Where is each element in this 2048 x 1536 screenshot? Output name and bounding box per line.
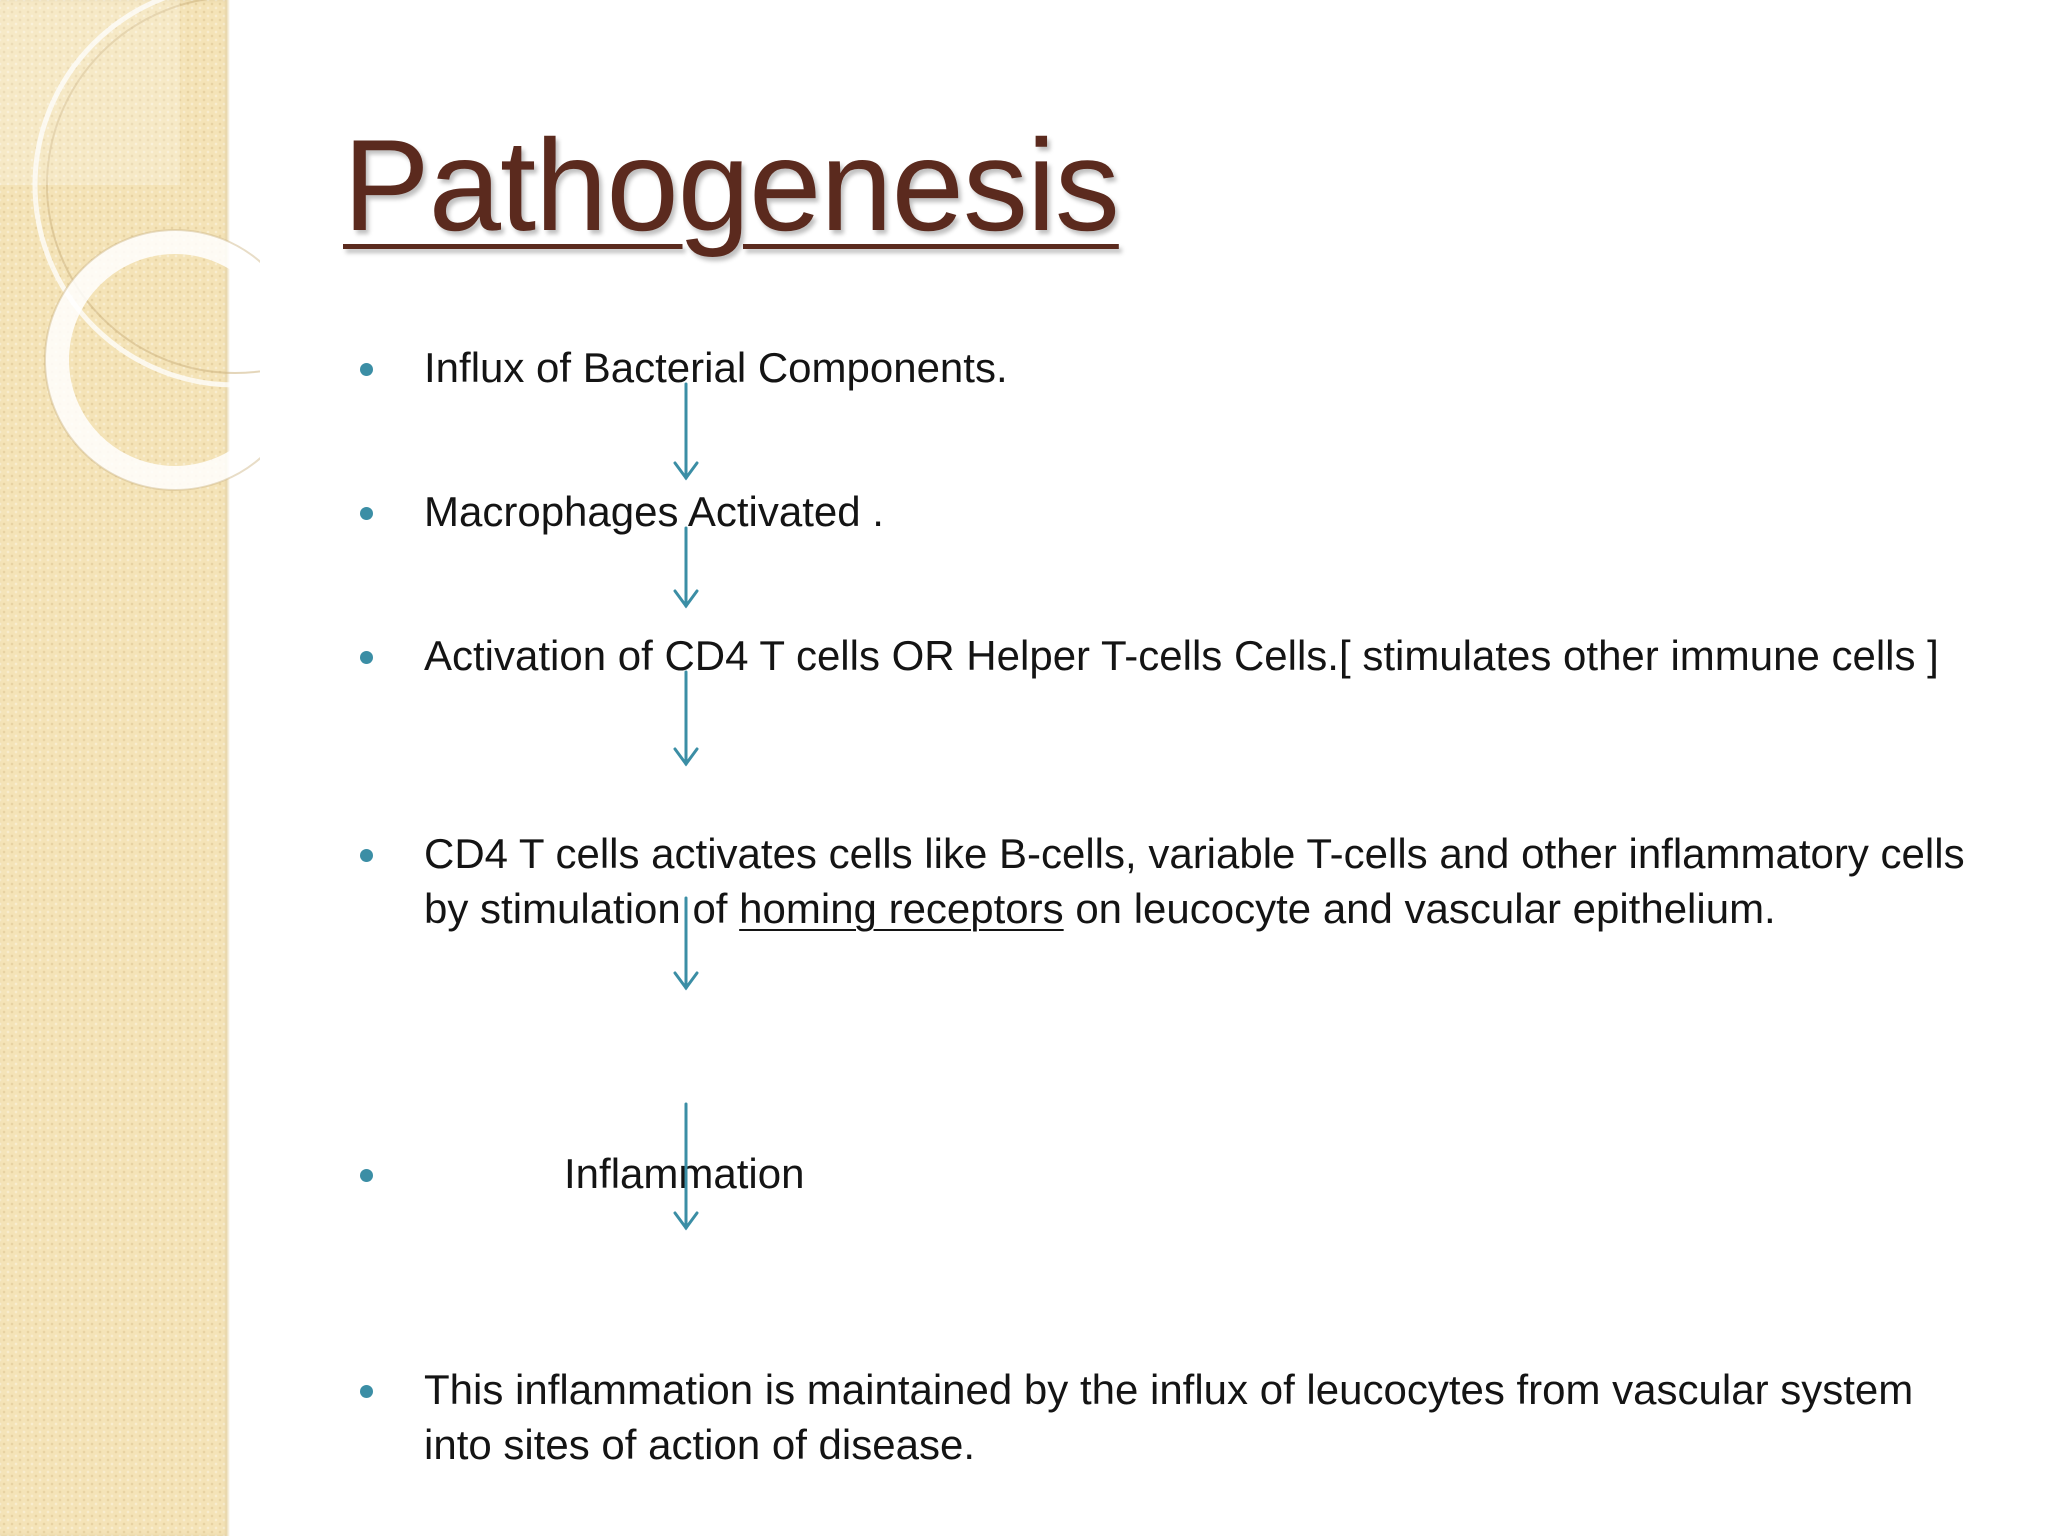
bullet-text: Inflammation xyxy=(564,1150,805,1197)
bullet-dot-icon xyxy=(360,651,373,664)
bullet-dot-icon xyxy=(360,363,373,376)
bullet-dot-icon xyxy=(360,849,373,862)
bullet-text: Macrophages Activated . xyxy=(424,488,884,535)
homing-receptors-link: homing receptors xyxy=(739,885,1064,932)
page-title: Pathogenesis xyxy=(343,112,1119,258)
bullet-text-part: on leucocyte and vascular epithelium. xyxy=(1063,885,1776,932)
bullet-text-part: CD4 T cells activates cells like B-cells, variable T-cells and other inflammatory cells by stimulation of xyxy=(424,830,1965,932)
bullet-text: Influx of Bacterial Components. xyxy=(424,344,1008,391)
bullet-dot-icon xyxy=(360,1385,373,1398)
bullet-dot-icon xyxy=(360,1169,373,1182)
bullet-text: This inflammation is maintained by the influx of leucocytes from vascular system into sites of action of disease. xyxy=(424,1366,1914,1468)
bullet-text: Activation of CD4 T cells OR Helper T-cells Cells.[ stimulates other immune cells ] xyxy=(424,632,1939,679)
bullet-dot-icon xyxy=(360,507,373,520)
bullet-text xyxy=(424,826,1984,936)
